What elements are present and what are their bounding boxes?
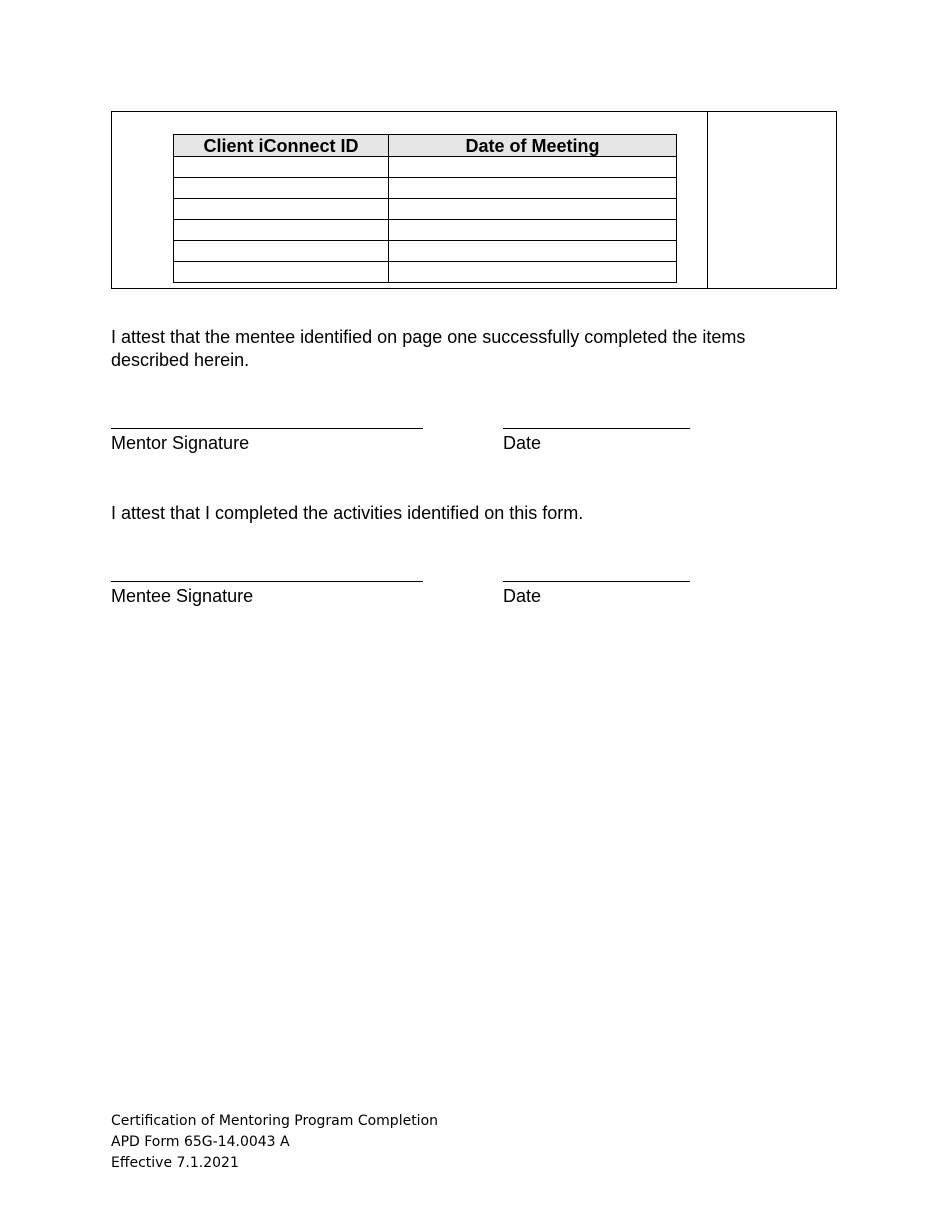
mentor-attestation-text: I attest that the mentee identified on page one successfully completed the items described herein.: [111, 327, 746, 370]
mentee-signature-line[interactable]: [111, 581, 423, 582]
meeting-date-cell[interactable]: [389, 241, 677, 262]
mentor-signature-label: Mentor Signature: [111, 433, 250, 453]
table-row: [174, 262, 677, 283]
header-client-iconnect-id: Client iConnect ID: [174, 135, 389, 157]
mentor-date-label: Date: [503, 433, 542, 453]
meeting-date-cell[interactable]: [389, 199, 677, 220]
table-row: [174, 220, 677, 241]
footer-form-title: Certification of Mentoring Program Completion: [111, 1113, 439, 1129]
mentor-signature-line[interactable]: [111, 428, 423, 429]
client-id-cell[interactable]: [174, 178, 389, 199]
meeting-date-cell[interactable]: [389, 220, 677, 241]
meeting-table: [173, 134, 677, 283]
meeting-date-cell[interactable]: [389, 157, 677, 178]
table-header-row: [174, 135, 677, 157]
client-id-cell[interactable]: [174, 241, 389, 262]
mentee-signature-label: Mentee Signature: [111, 586, 254, 606]
table-row: [174, 199, 677, 220]
mentee-attestation-text: I attest that I completed the activities identified on this form.: [111, 503, 584, 523]
client-id-cell[interactable]: [174, 262, 389, 283]
header-date-of-meeting: Date of Meeting: [389, 135, 677, 157]
client-id-cell[interactable]: [174, 199, 389, 220]
meeting-date-cell[interactable]: [389, 178, 677, 199]
mentor-date-line[interactable]: [503, 428, 690, 429]
form-footer: [111, 1111, 438, 1174]
frame-divider: [707, 111, 708, 289]
table-row: [174, 241, 677, 262]
mentee-date-line[interactable]: [503, 581, 690, 582]
client-id-cell[interactable]: [174, 220, 389, 241]
mentee-date-label: Date: [503, 586, 542, 606]
client-id-cell[interactable]: [174, 157, 389, 178]
table-row: [174, 157, 677, 178]
footer-form-number: APD Form 65G-14.0043 A: [111, 1134, 290, 1150]
footer-effective-date: Effective 7.1.2021: [111, 1155, 239, 1171]
meeting-date-cell[interactable]: [389, 262, 677, 283]
table-row: [174, 178, 677, 199]
